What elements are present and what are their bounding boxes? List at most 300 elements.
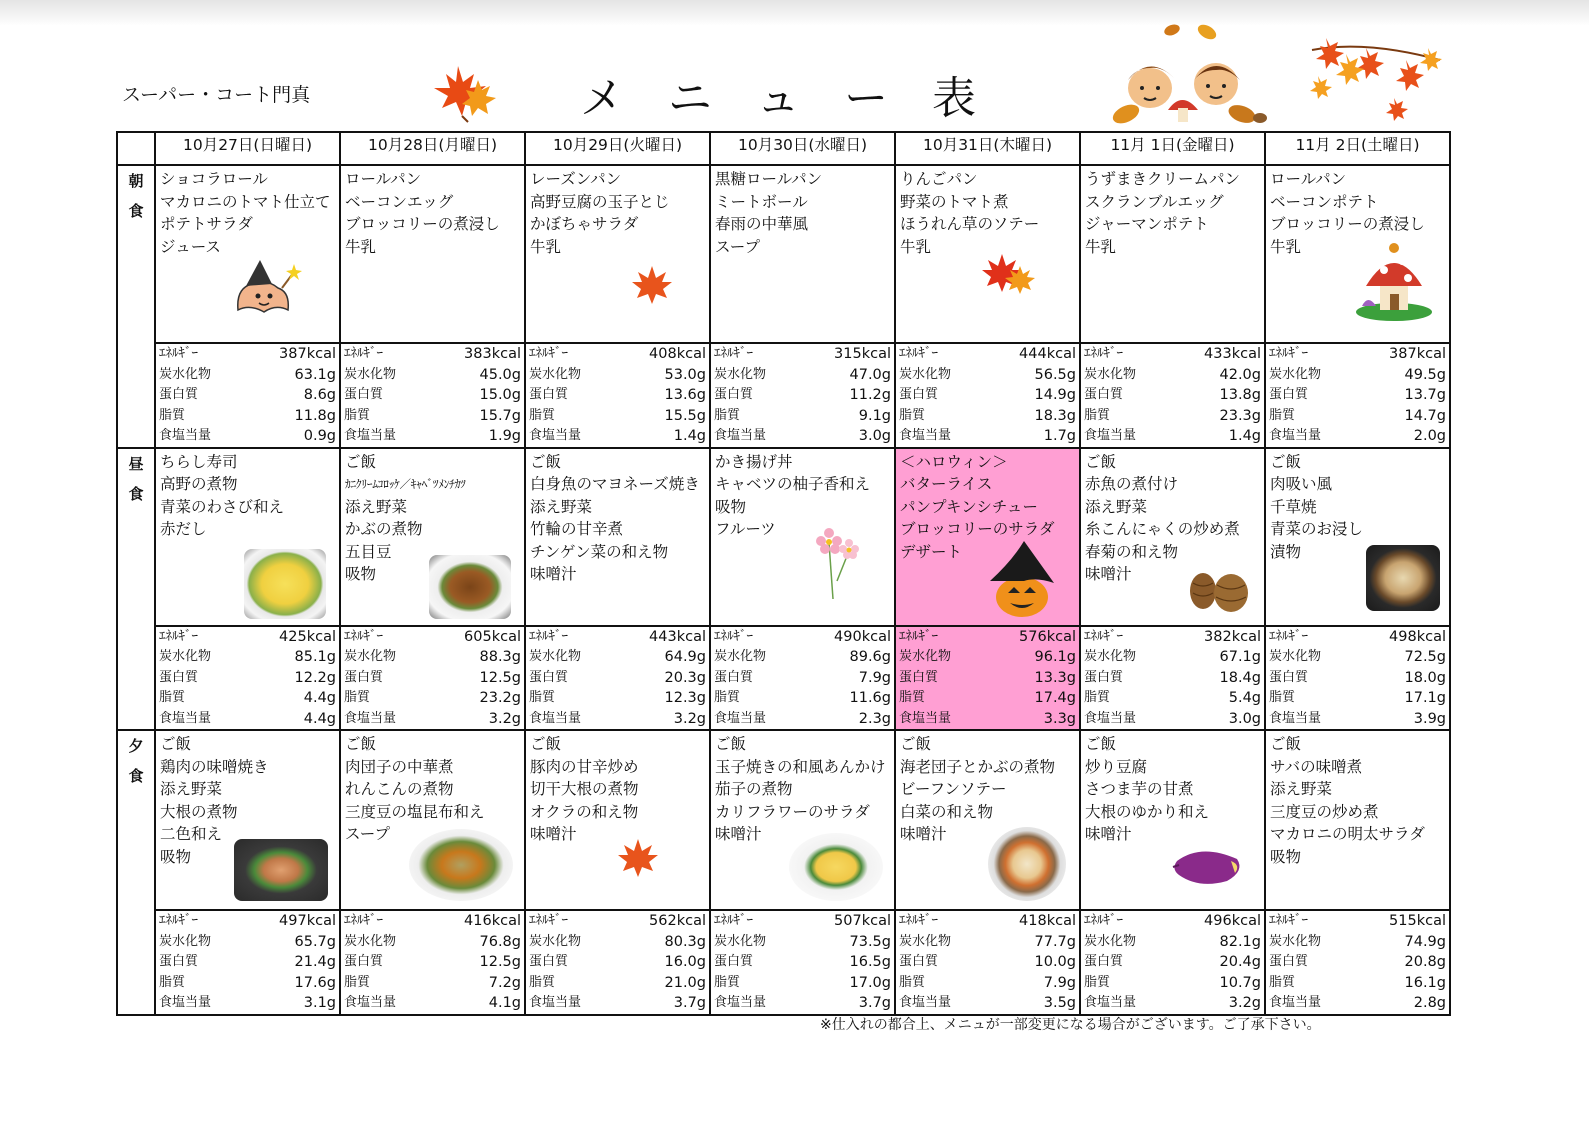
nutrient-value: 42.0g [1219, 366, 1261, 383]
dish-item: ご飯 [1270, 452, 1302, 471]
nutrition-line-salt [526, 993, 709, 1014]
nutrition-line-carbs [1081, 932, 1264, 953]
nutrition-line-salt [1266, 709, 1449, 730]
nutrient-value: 418kcal [1019, 913, 1076, 929]
nutrition-cell [155, 910, 340, 1015]
dish-list [896, 731, 1079, 846]
dish-item: 味噌汁 [1085, 565, 1132, 583]
nutrient-label: ｴﾈﾙｷﾞｰ [1084, 913, 1123, 928]
nutrient-value: 1.4g [1228, 428, 1261, 444]
nutrient-label: ｴﾈﾙｷﾞｰ [159, 628, 198, 644]
dish-list [526, 166, 709, 258]
nutrient-value: 8.6g [303, 387, 336, 403]
nutrient-value: 507kcal [834, 913, 891, 929]
nutrient-label: 炭水化物 [1084, 366, 1137, 382]
nutrition-cell [1265, 910, 1450, 1015]
dish-item: かき揚げ丼 [715, 452, 793, 471]
nutrient-value: 3.0g [1228, 710, 1261, 727]
nutrient-label: 脂質 [1269, 690, 1296, 705]
meal-label-char: 食 [128, 484, 144, 503]
dish-item: 高野豆腐の玉子とじ [530, 192, 670, 211]
nutrient-label: 蛋白質 [344, 954, 384, 969]
nutrient-value: 74.9g [1404, 933, 1446, 950]
dish-item: 肉団子の中華煮 [345, 757, 454, 776]
nutrition-line-carbs [156, 365, 339, 386]
nutrient-value: 82.1g [1219, 933, 1261, 950]
dish-item: ビーフンソテー [900, 780, 1007, 798]
date-header: 10月30日(水曜日) [710, 132, 895, 165]
nutrition-line-energy [711, 627, 894, 648]
nutrition-row [117, 626, 1450, 731]
nutrient-label: 蛋白質 [714, 669, 754, 685]
nutrition-line-carbs [1266, 365, 1449, 386]
nutrition-line-salt [526, 709, 709, 730]
nutrient-value: 3.5g [1043, 995, 1076, 1011]
nutrition-line-protein [156, 668, 339, 689]
dish-list [1081, 731, 1264, 846]
nutrient-value: 53.0g [664, 366, 706, 383]
nutrient-value: 15.5g [664, 407, 706, 424]
nutrient-value: 13.3g [1034, 669, 1076, 686]
nutrient-label: ｴﾈﾙｷﾞｰ [344, 628, 383, 644]
nutrient-label: 脂質 [1084, 974, 1111, 990]
nutrient-value: 11.8g [294, 407, 336, 424]
nutrient-label: ｴﾈﾙｷﾞｰ [714, 628, 753, 644]
nutrient-label: ｴﾈﾙｷﾞｰ [159, 913, 198, 928]
nutrient-label: 脂質 [899, 974, 926, 990]
nutrient-label: 蛋白質 [899, 387, 939, 402]
nutrition-line-salt [1266, 993, 1449, 1014]
dish-cell [710, 730, 895, 910]
nutrient-label: 炭水化物 [1269, 366, 1322, 382]
nutrition-line-salt [896, 426, 1079, 447]
nutrient-value: 1.7g [1043, 428, 1076, 444]
dish-item: 赤だし [160, 520, 207, 538]
nutrient-label: 食塩当量 [899, 428, 952, 443]
nutrient-label: 蛋白質 [899, 954, 939, 969]
nutrition-cell [1080, 343, 1265, 448]
sweet-potato-icon [1171, 841, 1247, 891]
dish-item: ジャーマンポテト [1085, 215, 1209, 233]
nutrient-label: 炭水化物 [529, 649, 582, 664]
nutrient-value: 13.6g [664, 387, 706, 403]
dish-cell [1265, 165, 1450, 343]
nutrient-label: 炭水化物 [529, 933, 582, 949]
date-header: 11月 2日(土曜日) [1265, 132, 1450, 165]
nutrition-line-salt [896, 709, 1079, 730]
dish-cell [340, 165, 525, 343]
nutrient-value: 13.7g [1404, 387, 1446, 403]
nutrition-line-carbs [711, 932, 894, 953]
dish-item: ご飯 [1085, 735, 1117, 753]
nutrition-line-protein [526, 385, 709, 406]
nutrition-line-salt [341, 709, 524, 730]
nutrient-label: 食塩当量 [159, 428, 212, 443]
dish-item: ブロッコリーの煮浸し [1270, 215, 1425, 233]
nutrient-value: 85.1g [294, 649, 336, 665]
nutrient-label: 食塩当量 [899, 710, 952, 726]
dish-cell [525, 448, 710, 626]
date-header: 10月27日(日曜日) [155, 132, 340, 165]
nutrition-line-energy [526, 627, 709, 648]
meal-label-char: 夕 [128, 737, 144, 755]
dish-cell [155, 730, 340, 910]
nutrition-line-protein [1081, 668, 1264, 689]
dish-item: 吸物 [1270, 847, 1302, 866]
dish-item: 添え野菜 [530, 497, 593, 516]
dish-item: 玉子焼きの和風あんかけ [715, 757, 886, 776]
nutrition-line-fat [1081, 973, 1264, 994]
nutrient-label: ｴﾈﾙｷﾞｰ [344, 346, 383, 361]
dish-cell [340, 448, 525, 626]
nutrient-label: 脂質 [344, 974, 371, 990]
nutrition-line-carbs [711, 647, 894, 668]
dish-list [711, 731, 894, 846]
nutrient-value: 383kcal [464, 346, 521, 362]
nutrient-label: 蛋白質 [344, 387, 384, 402]
nutrition-line-fat [526, 406, 709, 427]
nutrition-line-protein [341, 952, 524, 973]
dish-item: パンプキンシチュー [900, 497, 1038, 516]
nutrient-value: 15.7g [479, 407, 521, 424]
dish-item: スープ [715, 237, 760, 256]
nutrient-label: 脂質 [899, 407, 926, 423]
nutrient-value: 89.6g [849, 649, 891, 665]
nutrient-value: 2.3g [858, 710, 891, 727]
nutrient-value: 16.1g [1404, 974, 1446, 991]
nutrient-value: 5.4g [1228, 690, 1261, 706]
nutrient-label: 蛋白質 [1269, 669, 1309, 685]
nutrient-label: 食塩当量 [344, 710, 397, 726]
nutrient-label: 食塩当量 [1269, 710, 1322, 726]
nutrient-value: 20.3g [664, 669, 706, 686]
maple-leaf-icon [630, 264, 674, 304]
nutrition-line-energy [1266, 344, 1449, 365]
nutrient-value: 387kcal [279, 346, 336, 362]
nutrition-line-energy [526, 344, 709, 365]
nutrient-label: ｴﾈﾙｷﾞｰ [1269, 913, 1308, 928]
nutrient-label: ｴﾈﾙｷﾞｰ [714, 346, 753, 361]
maple-leaf-icon [616, 837, 660, 877]
nutrient-label: 脂質 [529, 690, 556, 705]
nutrient-value: 65.7g [294, 933, 336, 950]
nutrient-label: 炭水化物 [159, 933, 212, 949]
nutrient-label: 脂質 [1084, 407, 1111, 423]
nutrient-value: 12.2g [294, 669, 336, 686]
dish-item: ご飯 [160, 735, 192, 753]
nutrition-line-protein [1266, 952, 1449, 973]
nutrient-value: 56.5g [1034, 366, 1076, 383]
nutrition-line-fat [1081, 406, 1264, 427]
nutrient-value: 9.1g [858, 407, 891, 424]
dish-cell [1265, 730, 1450, 910]
dish-list [1081, 166, 1264, 258]
nutrient-value: 408kcal [649, 346, 706, 362]
nutrition-line-carbs [1266, 647, 1449, 668]
nutrient-value: 12.5g [479, 954, 521, 970]
dish-item: 春菊の和え物 [1085, 542, 1179, 561]
nutrition-line-fat [156, 406, 339, 427]
dish-item: マカロニのトマト仕立て [160, 192, 331, 211]
nutrition-line-carbs [526, 932, 709, 953]
dish-item: 白身魚のマヨネーズ焼き [530, 475, 700, 493]
food-photo-tamagoyaki [789, 833, 883, 901]
nutrition-line-fat [711, 406, 894, 427]
dish-item: ご飯 [345, 735, 377, 753]
nutrient-label: ｴﾈﾙｷﾞｰ [1269, 346, 1308, 361]
nutrition-line-protein [341, 668, 524, 689]
nutrition-line-carbs [341, 932, 524, 953]
nutrient-label: 食塩当量 [159, 710, 212, 726]
nutrient-value: 11.2g [849, 387, 891, 403]
nutrient-value: 12.5g [479, 669, 521, 686]
nutrition-line-protein [526, 952, 709, 973]
dish-item: 高野の煮物 [160, 475, 238, 493]
nutrient-label: ｴﾈﾙｷﾞｰ [899, 628, 938, 644]
dish-item: チンゲン菜の和え物 [530, 542, 669, 561]
nutrient-label: ｴﾈﾙｷﾞｰ [1269, 628, 1308, 644]
nutrient-value: 80.3g [664, 933, 706, 950]
nutrient-value: 72.5g [1404, 649, 1446, 665]
nutrient-value: 4.1g [488, 995, 521, 1011]
nutrition-line-salt [341, 426, 524, 447]
nutrient-label: 蛋白質 [1084, 669, 1124, 685]
nutrition-line-energy [526, 911, 709, 932]
nutrient-label: 脂質 [159, 974, 186, 990]
nutrient-value: 562kcal [649, 913, 706, 929]
dish-item: ジュース [160, 237, 221, 256]
nutrient-value: 498kcal [1389, 628, 1446, 645]
nutrient-label: 食塩当量 [1084, 995, 1137, 1010]
nutrient-label: 脂質 [344, 407, 371, 423]
nutrition-line-energy [341, 911, 524, 932]
dish-cell [155, 448, 340, 626]
nutrient-value: 15.0g [479, 387, 521, 403]
nutrient-label: 脂質 [344, 690, 371, 705]
nutrient-value: 76.8g [479, 933, 521, 950]
nutrition-line-energy [711, 344, 894, 365]
dish-item: 青菜のお浸し [1270, 520, 1364, 538]
nutrient-value: 515kcal [1389, 913, 1446, 929]
nutrient-value: 73.5g [849, 933, 891, 950]
dish-item: ベーコンエッグ [345, 192, 454, 211]
nutrition-line-energy [1266, 911, 1449, 932]
nutrition-line-carbs [1081, 365, 1264, 386]
nutrition-cell [1265, 626, 1450, 731]
dish-cell [340, 730, 525, 910]
nutrition-line-carbs [1081, 647, 1264, 668]
menu-table [116, 131, 1451, 1016]
nutrition-line-energy [896, 911, 1079, 932]
nutrition-line-protein [1081, 385, 1264, 406]
nutrient-label: 食塩当量 [1084, 710, 1137, 726]
nutrient-label: ｴﾈﾙｷﾞｰ [529, 346, 568, 361]
nutrient-label: 蛋白質 [899, 669, 939, 685]
nutrition-cell [340, 626, 525, 731]
nutrient-label: 炭水化物 [159, 366, 212, 382]
nutrition-cell [525, 626, 710, 731]
nutrition-cell [1080, 626, 1265, 731]
nutrition-line-energy [341, 627, 524, 648]
nutrient-label: 蛋白質 [714, 954, 754, 969]
nutrient-label: 食塩当量 [529, 710, 582, 726]
nutrient-value: 10.0g [1034, 954, 1076, 970]
nutrition-line-energy [341, 344, 524, 365]
nutrient-label: ｴﾈﾙｷﾞｰ [899, 913, 938, 928]
dish-item: ロールパン [345, 170, 422, 188]
dish-item: 黒糖ロールパン [715, 170, 823, 188]
nutrient-label: 蛋白質 [714, 387, 754, 402]
nutrition-line-salt [526, 426, 709, 447]
mushroom-house-icon [1354, 240, 1434, 322]
footnote: ※仕入れの都合上、メニュが一部変更になる場合がございます。ご了承下さい。 [820, 1017, 1321, 1033]
nutrition-line-carbs [711, 365, 894, 386]
nutrition-line-salt [1081, 709, 1264, 730]
nutrient-label: 脂質 [1269, 407, 1296, 423]
dish-cell [1080, 730, 1265, 910]
dish-item: ベーコンポテト [1270, 192, 1379, 211]
nutrition-line-protein [896, 952, 1079, 973]
dish-item: スープ [345, 825, 390, 843]
nutrient-label: 食塩当量 [714, 710, 767, 726]
nutrient-value: 18.4g [1219, 669, 1261, 686]
dish-item: デザート [900, 542, 963, 561]
dish-item: ポテトサラダ [160, 215, 253, 233]
dish-item: ショコラロール [160, 170, 268, 188]
dish-item: ロールパン [1270, 170, 1347, 188]
dish-item: 味噌汁 [530, 825, 577, 843]
nutrient-value: 21.0g [664, 974, 706, 991]
nutrient-value: 96.1g [1034, 649, 1076, 665]
nutrient-value: 77.7g [1034, 933, 1076, 950]
nutrient-value: 3.2g [673, 710, 706, 727]
nutrition-line-protein [1081, 952, 1264, 973]
nutrient-value: 18.3g [1034, 407, 1076, 424]
nutrient-label: 炭水化物 [159, 649, 212, 664]
dish-item: 赤魚の煮付け [1085, 475, 1179, 493]
dish-item: 牛乳 [530, 237, 562, 256]
nutrition-cell [340, 910, 525, 1015]
dish-list [526, 449, 709, 586]
food-photo-nikusui [1366, 545, 1440, 611]
children-mushroom-illustration [1112, 18, 1272, 130]
dish-item: うずまきクリームパン [1085, 170, 1241, 188]
nutrient-label: 蛋白質 [344, 669, 384, 685]
dish-item: 切干大根の煮物 [530, 780, 639, 798]
meal-label-char: 食 [128, 767, 144, 785]
nutrition-line-fat [896, 406, 1079, 427]
nutrition-line-carbs [896, 365, 1079, 386]
nutrition-line-fat [896, 973, 1079, 994]
nutrient-value: 4.4g [303, 690, 336, 706]
nutrient-value: 16.5g [849, 954, 891, 970]
date-header: 10月29日(火曜日) [525, 132, 710, 165]
dish-list [341, 166, 524, 258]
nutrient-value: 10.7g [1219, 974, 1261, 991]
nutrition-line-salt [711, 709, 894, 730]
dish-item: 吸物 [345, 565, 377, 583]
dish-item: マカロニの明太サラダ [1270, 825, 1425, 843]
nutrition-line-protein [1266, 668, 1449, 689]
dish-cell [1080, 165, 1265, 343]
dish-cell [710, 165, 895, 343]
nutrient-label: 炭水化物 [344, 649, 397, 664]
nutrition-line-salt [711, 993, 894, 1014]
nutrient-label: 炭水化物 [344, 933, 397, 949]
nutrient-value: 11.6g [849, 690, 891, 706]
dish-list [896, 166, 1079, 258]
dish-list [526, 731, 709, 846]
nutrition-row [117, 343, 1450, 448]
nutrient-label: 蛋白質 [529, 387, 569, 402]
nutrient-value: 3.7g [673, 995, 706, 1011]
dish-row [117, 165, 1450, 343]
nutrient-label: 蛋白質 [159, 954, 199, 969]
nutrition-line-energy [156, 911, 339, 932]
nutrition-line-fat [711, 973, 894, 994]
meal-label-char: 昼 [128, 454, 144, 473]
nutrient-value: 443kcal [649, 628, 706, 645]
nutrient-label: 炭水化物 [1269, 933, 1322, 949]
nutrient-label: 食塩当量 [1269, 428, 1322, 443]
cosmos-flower-icon [809, 521, 869, 601]
dish-cell [155, 165, 340, 343]
dish-item: ミートボール [715, 192, 808, 211]
nutrient-label: 炭水化物 [714, 933, 767, 949]
nutrition-line-energy [156, 627, 339, 648]
dish-item: 添え野菜 [345, 497, 408, 516]
dish-item: バターライス [900, 475, 993, 493]
nutrient-value: 20.4g [1219, 954, 1261, 970]
food-photo-croquette [429, 555, 511, 619]
nutrition-cell [1265, 343, 1450, 448]
nutrient-label: 炭水化物 [714, 649, 767, 664]
dish-item: 二色和え [160, 825, 223, 843]
nutrition-line-protein [156, 952, 339, 973]
nutrition-line-salt [711, 426, 894, 447]
dish-item: 味噌汁 [530, 565, 577, 583]
dish-cell [895, 165, 1080, 343]
nutrition-line-protein [896, 668, 1079, 689]
nutrient-label: 脂質 [1084, 690, 1111, 705]
corner-cell [117, 132, 155, 165]
nutrient-value: 21.4g [294, 954, 336, 970]
nutrient-value: 12.3g [664, 690, 706, 706]
nutrient-label: 食塩当量 [529, 995, 582, 1010]
dish-item: 添え野菜 [1085, 497, 1148, 516]
maple-leaves-icon [982, 252, 1038, 300]
nutrition-line-fat [711, 688, 894, 709]
nutrition-cell [710, 343, 895, 448]
nutrient-value: 0.9g [303, 428, 336, 444]
nutrient-value: 67.1g [1219, 649, 1261, 665]
nutrient-value: 433kcal [1204, 346, 1261, 362]
nutrient-label: ｴﾈﾙｷﾞｰ [714, 913, 753, 928]
nutrition-line-fat [341, 973, 524, 994]
date-header: 11月 1日(金曜日) [1080, 132, 1265, 165]
nutrition-line-salt [1266, 426, 1449, 447]
dish-item: 牛乳 [900, 237, 932, 256]
nutrient-value: 7.9g [1043, 974, 1076, 991]
nutrition-line-carbs [156, 647, 339, 668]
nutrient-label: 蛋白質 [1084, 954, 1124, 969]
nutrient-label: ｴﾈﾙｷﾞｰ [1084, 346, 1123, 361]
pumpkin-witch-hat-icon [988, 541, 1056, 617]
meal-label [117, 165, 155, 448]
nutrient-value: 2.0g [1413, 428, 1446, 444]
nutrition-line-energy [896, 627, 1079, 648]
nutrient-value: 64.9g [664, 649, 706, 665]
